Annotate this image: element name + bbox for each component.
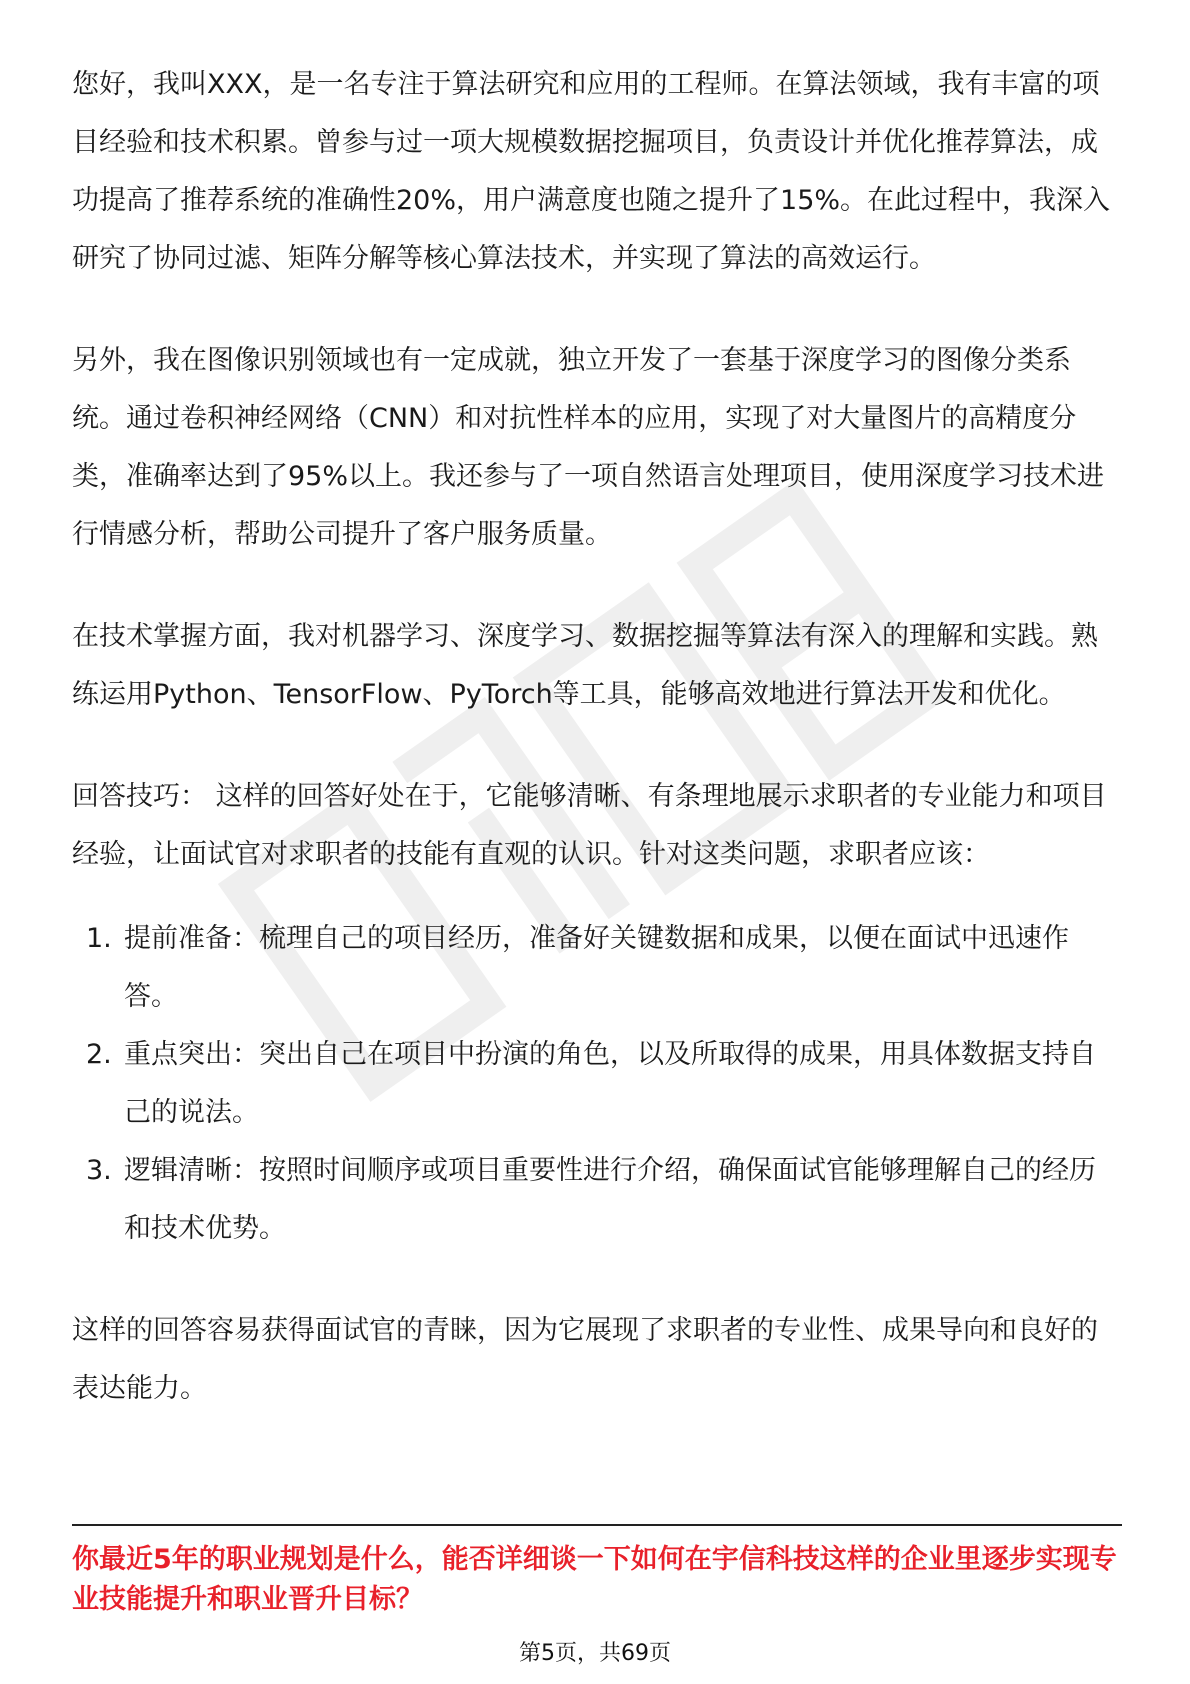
list-number: 3. bbox=[86, 1155, 112, 1186]
list-text: 提前准备：梳理自己的项目经历，准备好关键数据和成果，以便在面试中迅速作答。 bbox=[124, 923, 1069, 1012]
list-item bbox=[72, 910, 1122, 1026]
closing-paragraph: 这样的回答容易获得面试官的青睐，因为它展现了求职者的专业性、成果导向和良好的表达能力。 bbox=[72, 1315, 1098, 1404]
list-number: 1. bbox=[86, 923, 112, 954]
next-question-heading: 你最近5年的职业规划是什么，能否详细谈一下如何在宇信科技这样的企业里逐步实现专业技能提升和职业晋升目标？ bbox=[72, 1544, 1117, 1615]
image-recognition-paragraph: 另外，我在图像识别领域也有一定成就，独立开发了一套基于深度学习的图像分类系统。通过卷积神经网络（CNN）和对抗性样本的应用，实现了对大量图片的高精度分类，准确率达到了95%以上。我还参与了一项自然语言处理项目，使用深度学习技术进行情感分析，帮助公司提升了客户服务质量。 bbox=[72, 345, 1105, 550]
skills-paragraph: 在技术掌握方面，我对机器学习、深度学习、数据挖掘等算法有深入的理解和实践。熟练运用Python、TensorFlow、PyTorch等工具，能够高效地进行算法开发和优化。 bbox=[72, 621, 1098, 710]
list-item bbox=[72, 1026, 1122, 1142]
list-number: 2. bbox=[86, 1039, 112, 1070]
list-text: 逻辑清晰：按照时间顺序或项目重要性进行介绍，确保面试官能够理解自己的经历和技术优势。 bbox=[124, 1155, 1096, 1244]
document-body bbox=[72, 56, 1122, 1462]
tips-list bbox=[72, 910, 1122, 1258]
tips-intro-paragraph: 回答技巧： 这样的回答好处在于，它能够清晰、有条理地展示求职者的专业能力和项目经验，让面试官对求职者的技能有直观的认识。针对这类问题，求职者应该： bbox=[72, 781, 1107, 870]
list-item bbox=[72, 1142, 1122, 1258]
intro-paragraph: 您好，我叫XXX，是一名专注于算法研究和应用的工程师。在算法领域，我有丰富的项目经验和技术积累。曾参与过一项大规模数据挖掘项目，负责设计并优化推荐算法，成功提高了推荐系统的准确性20%，用户满意度也随之提升了15%。在此过程中，我深入研究了协同过滤、矩阵分解等核心算法技术，并实现了算法的高效运行。 bbox=[72, 69, 1111, 274]
list-text: 重点突出：突出自己在项目中扮演的角色，以及所取得的成果，用具体数据支持自己的说法。 bbox=[124, 1039, 1096, 1128]
section-divider bbox=[72, 1524, 1122, 1526]
page-number: 第5页，共69页 bbox=[519, 1641, 671, 1666]
